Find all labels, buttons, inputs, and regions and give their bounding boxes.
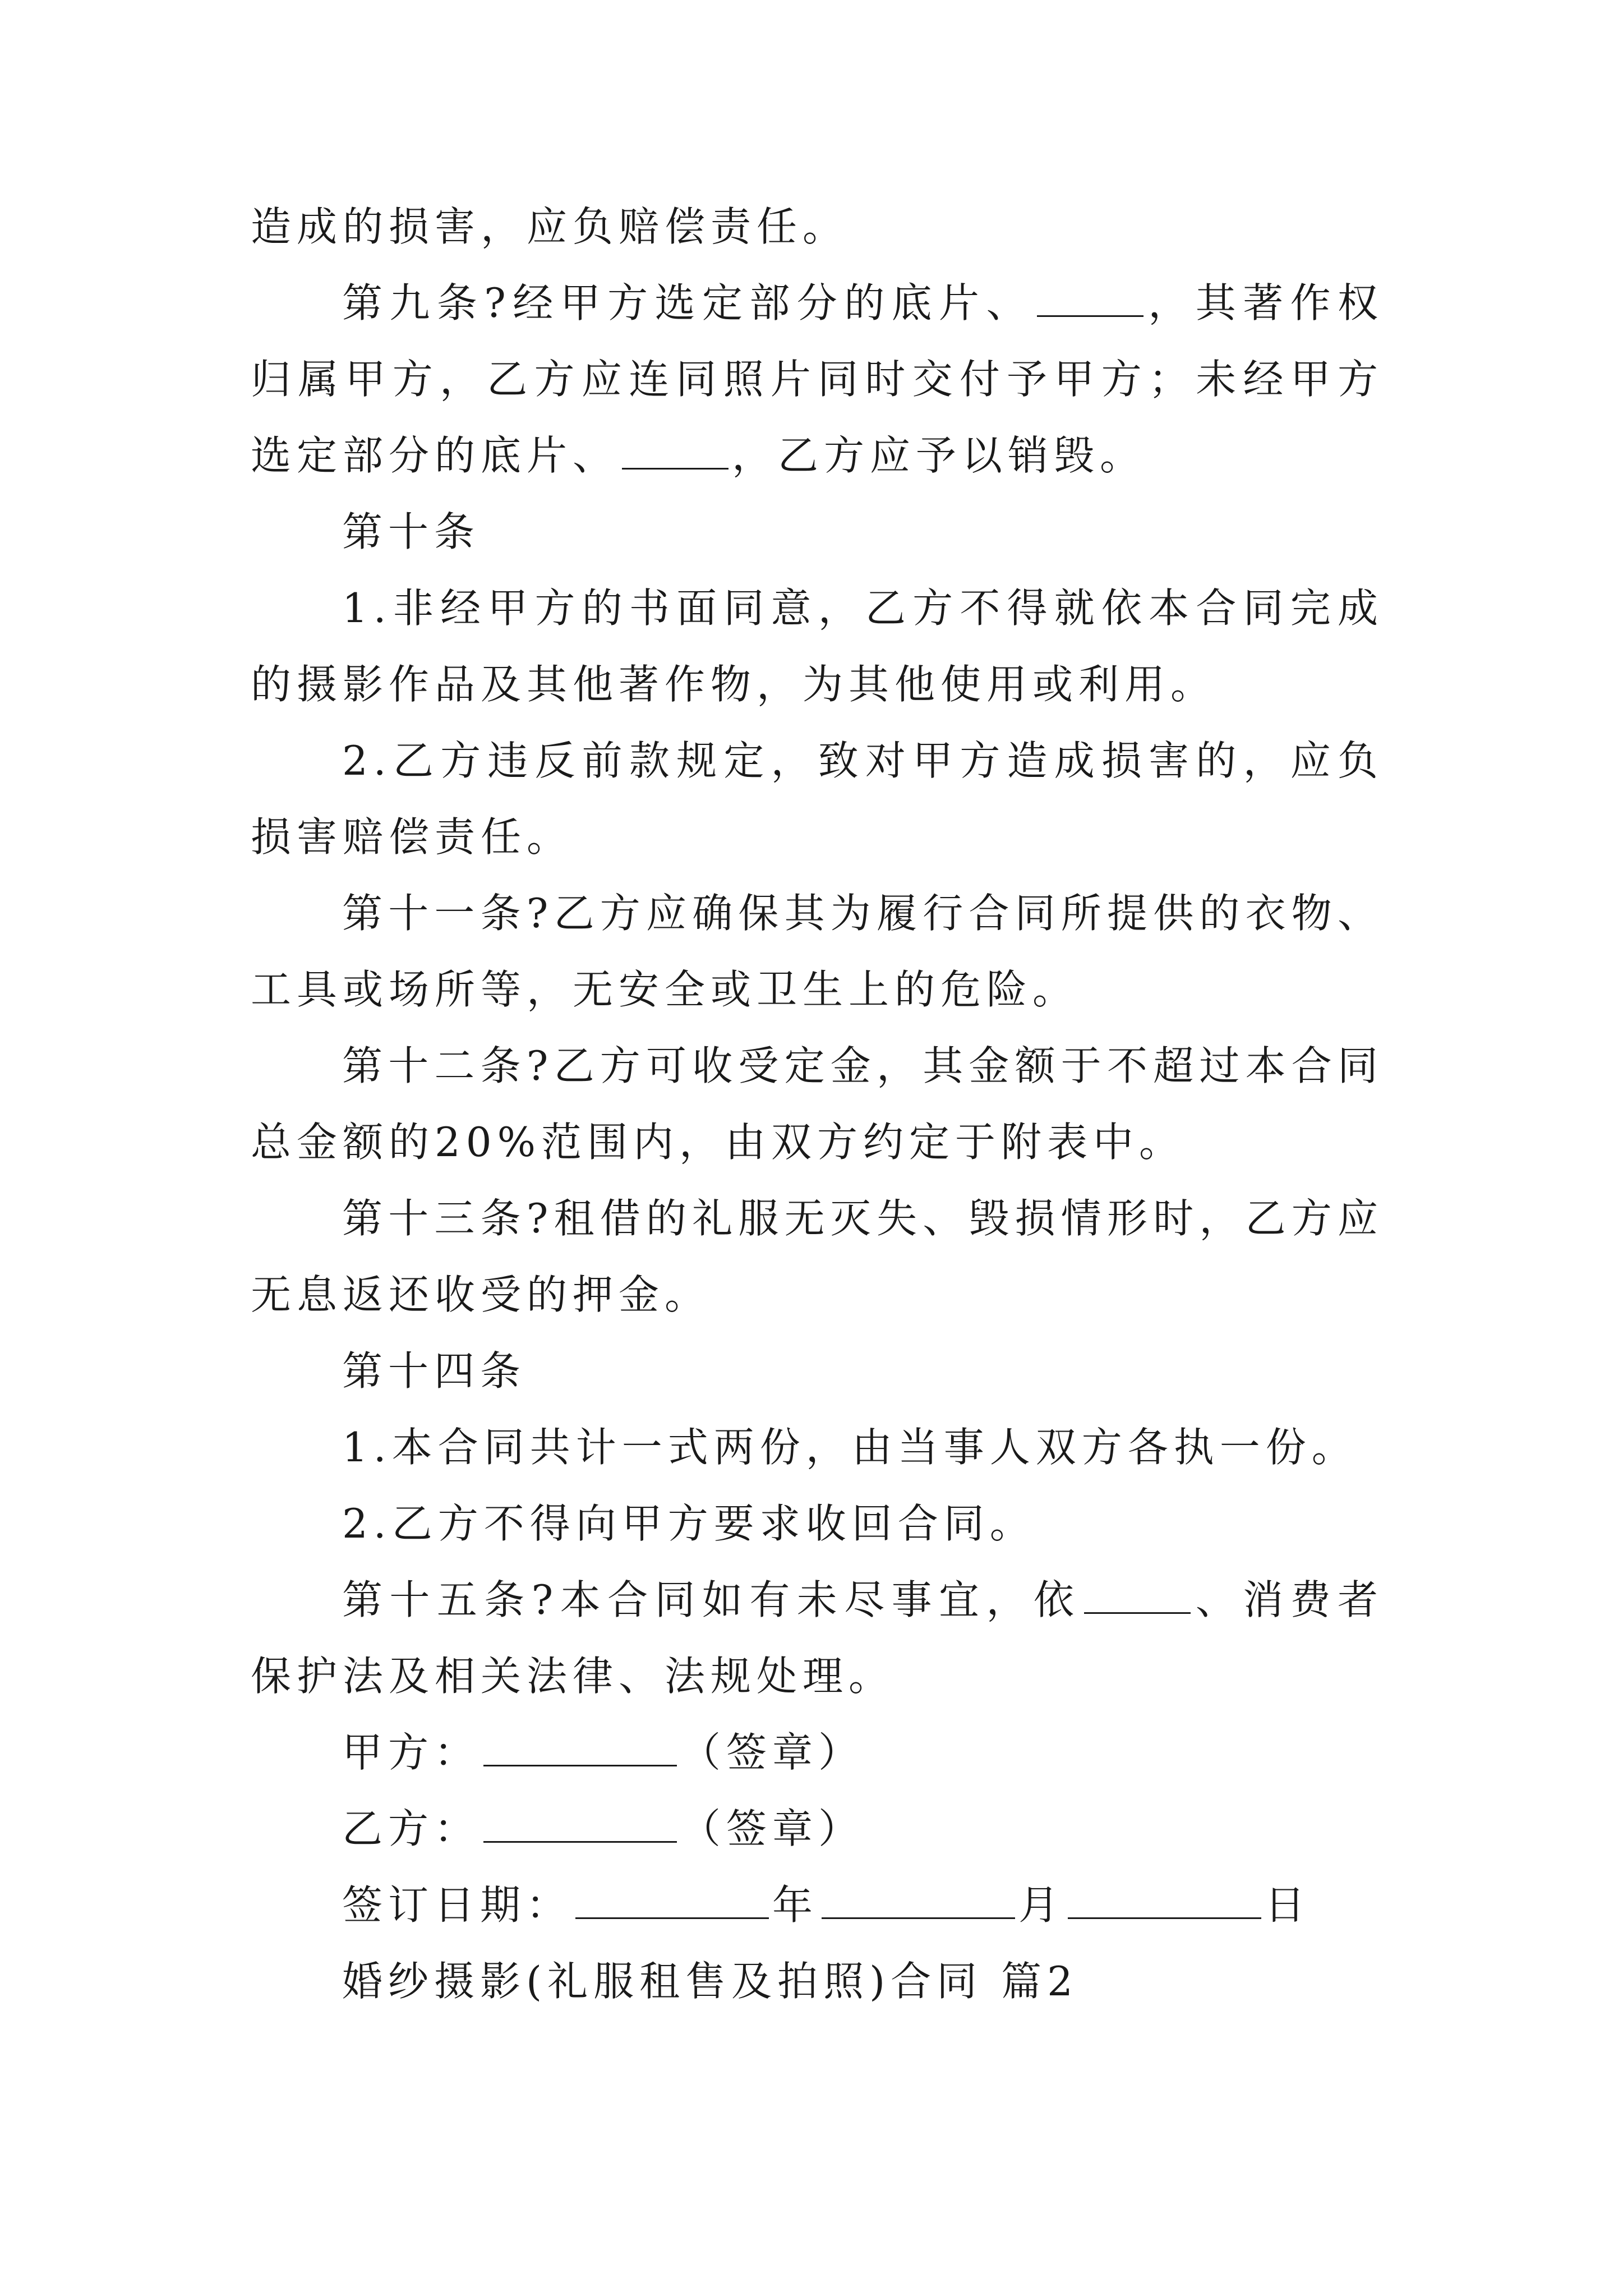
party-b-blank: [483, 1806, 677, 1843]
party-a-signature-line: [251, 1714, 1384, 1791]
party-b-seal-label: （签章）: [680, 1805, 865, 1852]
fill-blank: [1084, 1577, 1191, 1614]
article-9: [251, 265, 1384, 494]
fill-blank: [1037, 280, 1144, 317]
document-body: [251, 188, 1384, 2019]
fill-blank: [622, 433, 728, 470]
article-15: [251, 1562, 1384, 1714]
article-10-clause-1: [251, 570, 1384, 723]
signing-date-label: 签订日期：: [342, 1881, 573, 1929]
paragraph-text: ，乙方应予以销毁。: [732, 432, 1146, 479]
party-a-seal-label: （签章）: [680, 1729, 865, 1776]
day-label: 日: [1265, 1881, 1311, 1929]
paragraph-text: 第十二条?乙方可收受定金，其金额于不超过本合同总金额的20%范围内，由双方约定于附表中。: [251, 1042, 1384, 1166]
article-14-clause-1: [251, 1409, 1384, 1485]
month-label: 月: [1018, 1881, 1065, 1929]
paragraph-text: 第十一条?乙方应确保其为履行合同所提供的衣物、工具或场所等，无安全或卫生上的危险。: [251, 890, 1384, 1013]
article-10-clause-2: [251, 723, 1384, 875]
paragraph-text: 第十四条: [342, 1347, 527, 1395]
year-blank: [575, 1883, 769, 1919]
article-13: [251, 1180, 1384, 1333]
article-14-heading: [251, 1333, 1384, 1409]
paragraph-text: 第十三条?租借的礼服无灭失、毁损情形时，乙方应无息返还收受的押金。: [251, 1195, 1384, 1318]
signing-date-line: [251, 1867, 1384, 1943]
article-12: [251, 1028, 1384, 1180]
paragraph-continuation: [251, 188, 1384, 265]
party-b-signature-line: [251, 1791, 1384, 1867]
next-section-title: [251, 1943, 1384, 2019]
paragraph-text: 1.本合同共计一式两份，由当事人双方各执一份。: [342, 1424, 1358, 1471]
month-blank: [822, 1883, 1015, 1919]
paragraph-text: 第十条: [342, 508, 481, 555]
party-b-label: 乙方：: [342, 1805, 481, 1852]
paragraph-text: 、消费者保护法及相关法律、法规处理。: [251, 1576, 1384, 1700]
paragraph-text: 2.乙方违反前款规定，致对甲方造成损害的，应负损害赔偿责任。: [251, 737, 1384, 861]
section-title-text: 婚纱摄影(礼服租售及拍照)合同 篇2: [342, 1958, 1078, 2005]
day-blank: [1068, 1883, 1261, 1919]
paragraph-text: 第九条?经甲方选定部分的底片、: [342, 279, 1034, 326]
paragraph-text: 第十五条?本合同如有未尽事宜，依: [342, 1576, 1081, 1623]
paragraph-text: 造成的损害，应负赔偿责任。: [251, 203, 849, 250]
year-label: 年: [772, 1881, 819, 1929]
party-a-label: 甲方：: [342, 1729, 481, 1776]
article-14-clause-2: [251, 1485, 1384, 1562]
paragraph-text: 1.非经甲方的书面同意，乙方不得就依本合同完成的摄影作品及其他著作物，为其他使用或利用。: [251, 585, 1384, 708]
article-10-heading: [251, 494, 1384, 570]
paragraph-text: ，其著作权归属甲方，乙方应连同照片同时交付予甲方；未经甲方选定部分的底片、: [251, 279, 1384, 479]
party-a-blank: [483, 1730, 677, 1766]
paragraph-text: 2.乙方不得向甲方要求收回合同。: [342, 1500, 1036, 1547]
article-11: [251, 875, 1384, 1028]
